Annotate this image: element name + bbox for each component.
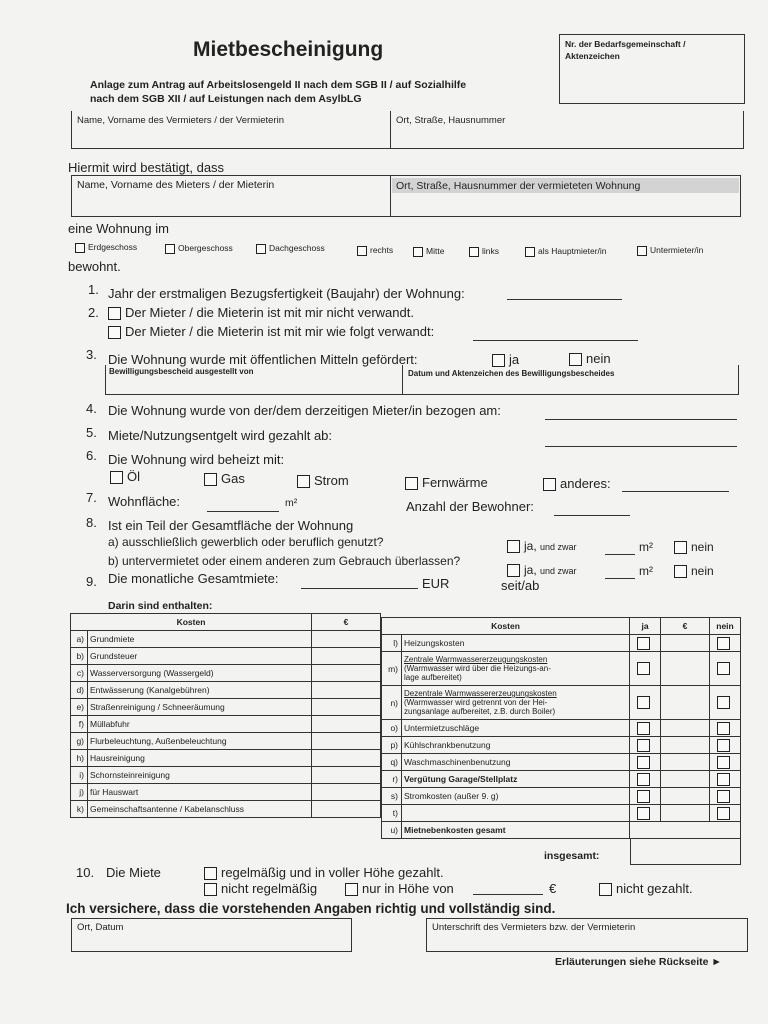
partial-amount-line[interactable]: [473, 894, 543, 895]
table-row: k) Gemeinschaftsantenne / Kabelanschluss: [71, 801, 381, 818]
heating-other-line[interactable]: [622, 491, 729, 492]
amount-cell[interactable]: [661, 771, 710, 788]
yes-header: ja: [630, 618, 661, 635]
subtitle-line-2: nach dem SGB XII / auf Leistungen nach dem AsylbLG: [90, 93, 362, 105]
q8-a-unit: m²: [639, 540, 653, 554]
q3-no[interactable]: nein: [569, 351, 611, 366]
included-label: Darin sind enthalten:: [108, 600, 213, 612]
floor-option-middle[interactable]: Mitte: [413, 246, 444, 257]
signature-field[interactable]: [426, 918, 748, 952]
amount-cell[interactable]: [312, 716, 381, 733]
q6-text: Die Wohnung wird beheizt mit:: [108, 452, 285, 467]
checkbox[interactable]: [75, 243, 85, 253]
q3-text: Die Wohnung wurde mit öffentlichen Mitteln gefördert:: [108, 352, 418, 367]
checkbox[interactable]: [413, 247, 423, 257]
apartment-in-label: eine Wohnung im: [68, 221, 169, 236]
table-row: l) Heizungskosten: [382, 635, 741, 652]
checkbox[interactable]: [204, 473, 217, 486]
q7-number: 7.: [86, 490, 97, 505]
checkbox[interactable]: [525, 247, 535, 257]
q8-a-no[interactable]: nein: [674, 540, 714, 554]
checkbox[interactable]: [717, 739, 730, 752]
q9-text: Die monatliche Gesamtmiete:: [108, 571, 279, 586]
table-row: a) Grundmiete: [71, 631, 381, 648]
checkbox[interactable]: [297, 475, 310, 488]
euro-header: €: [661, 618, 710, 635]
page-title: Mietbescheinigung: [193, 38, 384, 61]
q10-paid-fully[interactable]: regelmäßig und in voller Höhe gezahlt.: [204, 865, 444, 880]
checkbox[interactable]: [345, 883, 358, 896]
table-row: q) Waschmaschinenbenutzung: [382, 754, 741, 771]
table-row: g) Flurbeleuchtung, Außenbeleuchtung: [71, 733, 381, 750]
q8-text: Ist ein Teil der Gesamtfläche der Wohnung: [108, 518, 354, 533]
checkbox[interactable]: [674, 565, 687, 578]
checkbox[interactable]: [717, 637, 730, 650]
table-row: n) Dezentrale Warmwassererzeugungskosten (Warmwasser wird getrennt von der Hei- zungsanlage aufbereitet, z.B. durch Boiler): [382, 686, 741, 720]
landlord-address-label: Ort, Straße, Hausnummer: [396, 115, 506, 126]
checkbox[interactable]: [204, 867, 217, 880]
q5-text: Miete/Nutzungsentgelt wird gezahlt ab:: [108, 428, 333, 443]
q2-option-not-related[interactable]: Der Mieter / die Mieterin ist mit mir nicht verwandt.: [108, 305, 414, 320]
funding-reference-label: Datum und Aktenzeichen des Bewilligungsbescheides: [408, 369, 615, 378]
table-row: t): [382, 805, 741, 822]
q7-text: Wohnfläche:: [108, 494, 181, 509]
checkbox[interactable]: [674, 541, 687, 554]
checkbox[interactable]: [717, 773, 730, 786]
checkbox[interactable]: [637, 790, 650, 803]
declaration: Ich versichere, dass die vorstehenden Angaben richtig und vollständig sind.: [66, 901, 556, 916]
no-header: nein: [710, 618, 741, 635]
checkbox[interactable]: [717, 790, 730, 803]
tenant-fields: [71, 175, 741, 217]
total-rent-currency: EUR: [422, 576, 450, 591]
q10-not-paid[interactable]: nicht gezahlt.: [599, 881, 693, 896]
checkbox[interactable]: [110, 471, 123, 484]
checkbox[interactable]: [165, 244, 175, 254]
heating-district[interactable]: Fernwärme: [405, 475, 488, 490]
q5-number: 5.: [86, 425, 97, 440]
table-row: b) Grundsteuer: [71, 648, 381, 665]
case-number-box[interactable]: [559, 34, 745, 104]
floor-option-ground[interactable]: Erdgeschoss: [75, 242, 137, 253]
q8-b-yes[interactable]: ja, und zwar: [507, 563, 577, 577]
q4-number: 4.: [86, 401, 97, 416]
floor-option-attic[interactable]: Dachgeschoss: [256, 243, 325, 254]
table-row: e) Straßenreinigung / Schneeräumung: [71, 699, 381, 716]
checkbox[interactable]: [637, 739, 650, 752]
amount-cell[interactable]: [312, 665, 381, 682]
heating-gas[interactable]: Gas: [204, 471, 245, 486]
checkbox[interactable]: [469, 247, 479, 257]
floor-option-right[interactable]: rechts: [357, 245, 393, 256]
q8-b-area-line[interactable]: [605, 578, 635, 579]
heating-electric[interactable]: Strom: [297, 473, 349, 488]
q8-a-area-line[interactable]: [605, 554, 635, 555]
q1-number: 1.: [88, 282, 99, 297]
checkbox[interactable]: [507, 540, 520, 553]
amount-cell[interactable]: [312, 801, 381, 818]
checkbox[interactable]: [637, 807, 650, 820]
q3-yes[interactable]: ja: [492, 352, 519, 367]
amount-cell[interactable]: [312, 733, 381, 750]
checkbox[interactable]: [256, 244, 266, 254]
checkbox[interactable]: [717, 722, 730, 735]
q8-b-unit: m²: [639, 564, 653, 578]
occupants-label: Anzahl der Bewohner:: [406, 499, 534, 514]
checkbox[interactable]: [637, 773, 650, 786]
table-row: c) Wasserversorgung (Wassergeld): [71, 665, 381, 682]
checkbox[interactable]: [717, 807, 730, 820]
amount-cell[interactable]: [661, 805, 710, 822]
q6-number: 6.: [86, 448, 97, 463]
table-row: j) für Hauswart: [71, 784, 381, 801]
living-area-line[interactable]: [207, 511, 279, 512]
cost-table-right: [381, 617, 741, 839]
q8-a-yes[interactable]: ja, und zwar: [507, 539, 577, 553]
checkbox[interactable]: [637, 637, 650, 650]
q2-option-related[interactable]: Der Mieter / die Mieterin ist mit mir wie folgt verwandt:: [108, 324, 434, 339]
checkbox[interactable]: [717, 662, 730, 675]
q10-number: 10.: [76, 865, 95, 880]
checkbox[interactable]: [357, 246, 367, 256]
checkbox[interactable]: [108, 307, 121, 320]
amount-cell[interactable]: [312, 682, 381, 699]
heating-other[interactable]: anderes:: [543, 476, 611, 491]
additional-costs-total-cell[interactable]: [630, 822, 741, 839]
place-date-label: Ort, Datum: [77, 922, 124, 933]
amount-cell[interactable]: [312, 631, 381, 648]
q1-answer-line[interactable]: [507, 299, 622, 300]
q4-text: Die Wohnung wurde von der/dem derzeitigen Mieter/in bezogen am:: [108, 403, 501, 418]
q10-partial[interactable]: nur in Höhe von: [345, 881, 454, 896]
q4-answer-line[interactable]: [545, 419, 737, 420]
case-number-label-1: Nr. der Bedarfsgemeinschaft /: [565, 39, 686, 49]
checkbox[interactable]: [637, 722, 650, 735]
subtenant-option[interactable]: Untermieter/in: [637, 245, 703, 256]
checkbox[interactable]: [637, 246, 647, 256]
signature-label: Unterschrift des Vermieters bzw. der Vermieterin: [432, 922, 636, 933]
amount-cell[interactable]: [661, 788, 710, 805]
amount-cell[interactable]: [312, 750, 381, 767]
see-reverse-note: Erläuterungen siehe Rückseite ►: [555, 956, 722, 968]
subtitle-line-1: Anlage zum Antrag auf Arbeitslosengeld II nach dem SGB II / auf Sozialhilfe: [90, 79, 467, 91]
table-row: r) Vergütung Garage/Stellplatz: [382, 771, 741, 788]
occupants-line[interactable]: [554, 515, 630, 516]
q8-b-no[interactable]: nein: [674, 564, 714, 578]
q9-number: 9.: [86, 574, 97, 589]
grand-total-box[interactable]: [630, 838, 741, 865]
q1-text: Jahr der erstmaligen Bezugsfertigkeit (Baujahr) der Wohnung:: [108, 286, 465, 301]
total-rent-line[interactable]: [301, 588, 418, 589]
living-area-unit: m²: [285, 497, 298, 509]
amount-cell[interactable]: [661, 652, 710, 686]
funding-box: [105, 365, 739, 395]
amount-cell[interactable]: [661, 754, 710, 771]
q10-irregular[interactable]: nicht regelmäßig: [204, 881, 317, 896]
landlord-fields: [71, 111, 744, 149]
cost-table-left: [70, 613, 381, 818]
table-row: f) Müllabfuhr: [71, 716, 381, 733]
amount-cell[interactable]: [312, 699, 381, 716]
checkbox[interactable]: [108, 326, 121, 339]
checkbox[interactable]: [204, 883, 217, 896]
amount-cell[interactable]: [661, 635, 710, 652]
q5-answer-line[interactable]: [545, 446, 737, 447]
table-row: d) Entwässerung (Kanalgebühren): [71, 682, 381, 699]
table-row: i) Schornsteinreinigung: [71, 767, 381, 784]
partial-amount-currency: €: [549, 881, 557, 896]
q3-number: 3.: [86, 347, 97, 362]
checkbox[interactable]: [599, 883, 612, 896]
floor-option-upper[interactable]: Obergeschoss: [165, 243, 233, 254]
table-row: p) Kühlschrankbenutzung: [382, 737, 741, 754]
checkbox[interactable]: [405, 477, 418, 490]
checkbox[interactable]: [507, 564, 520, 577]
checkbox[interactable]: [717, 756, 730, 769]
table-row: h) Hausreinigung: [71, 750, 381, 767]
q2-number: 2.: [88, 305, 99, 320]
amount-cell[interactable]: [312, 767, 381, 784]
main-tenant-option[interactable]: als Hauptmieter/in: [525, 246, 607, 257]
checkbox[interactable]: [637, 662, 650, 675]
amount-cell[interactable]: [661, 720, 710, 737]
q8-number: 8.: [86, 515, 97, 530]
inhabited-label: bewohnt.: [68, 259, 121, 274]
table-row: u) Mietnebenkosten gesamt: [382, 822, 741, 839]
amount-cell[interactable]: [312, 648, 381, 665]
q2-relation-line[interactable]: [473, 340, 638, 341]
tenant-name-label: Name, Vorname des Mieters / der Mieterin: [77, 179, 275, 191]
euro-header: €: [312, 614, 381, 631]
cost-header: Kosten: [382, 618, 630, 635]
heating-oil[interactable]: Öl: [110, 469, 140, 484]
checkbox[interactable]: [637, 696, 650, 709]
amount-cell[interactable]: [312, 784, 381, 801]
case-number-label-2: Aktenzeichen: [565, 51, 620, 61]
checkbox[interactable]: [543, 478, 556, 491]
table-row: s) Stromkosten (außer 9. g): [382, 788, 741, 805]
amount-cell[interactable]: [661, 686, 710, 720]
checkbox[interactable]: [717, 696, 730, 709]
amount-cell[interactable]: [661, 737, 710, 754]
grand-total-label: insgesamt:: [544, 850, 600, 862]
tenant-address-label: Ort, Straße, Hausnummer der vermieteten Wohnung: [396, 180, 641, 192]
table-row: o) Untermietzuschläge: [382, 720, 741, 737]
checkbox[interactable]: [637, 756, 650, 769]
place-date-field[interactable]: [71, 918, 352, 952]
cost-header: Kosten: [71, 614, 312, 631]
q8-b-text: b) untervermietet oder einem anderen zum Gebrauch überlassen?: [108, 554, 461, 568]
since-label: seit/ab: [501, 578, 540, 593]
floor-option-left[interactable]: links: [469, 246, 499, 257]
landlord-name-label: Name, Vorname des Vermieters / der Vermieterin: [77, 115, 284, 126]
q8-a-text: a) ausschließlich gewerblich oder beruflich genutzt?: [108, 535, 384, 549]
confirmation-intro: Hiermit wird bestätigt, dass: [68, 160, 225, 175]
q10-text: Die Miete: [106, 865, 161, 880]
table-row: m) Zentrale Warmwassererzeugungskosten (Warmwasser wird über die Heizungs-an- lage aufbereitet): [382, 652, 741, 686]
funding-issued-by-label: Bewilligungsbescheid ausgestellt von: [109, 367, 254, 376]
